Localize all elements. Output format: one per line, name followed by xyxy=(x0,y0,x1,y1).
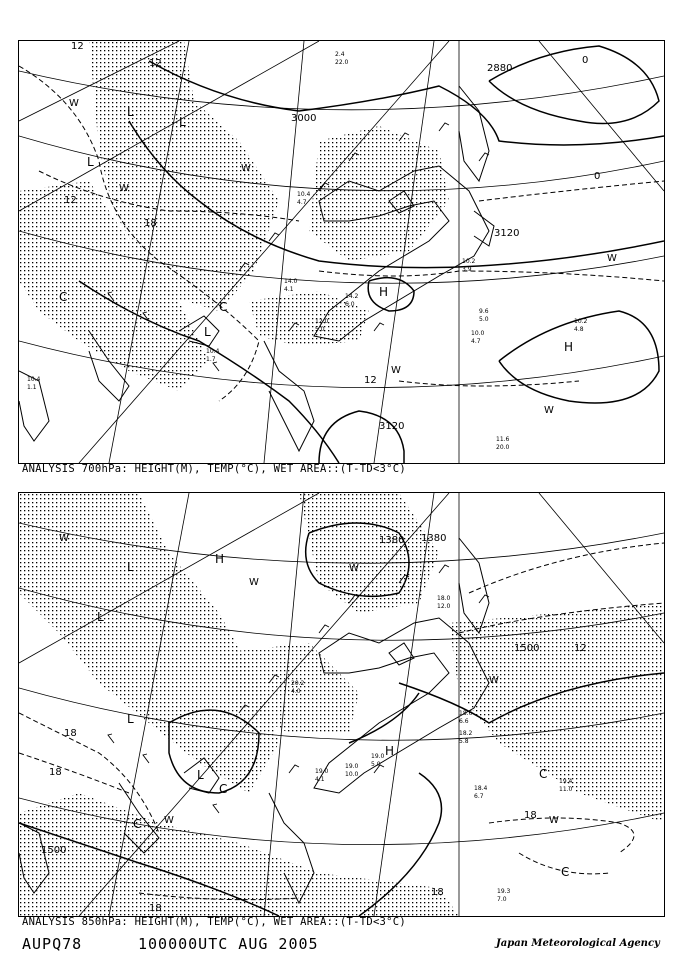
low-center-label: L xyxy=(97,610,104,624)
height-contour-label: 1500 xyxy=(41,845,67,856)
warm-center-label: W xyxy=(241,163,251,174)
station-dewpoint-depression: 6.0 xyxy=(345,301,355,308)
station-dewpoint-depression: 6.6 xyxy=(459,718,469,725)
station-dewpoint-depression: 5.0 xyxy=(315,326,325,333)
station-temp: 10.2 xyxy=(574,318,588,325)
warm-center-label: W xyxy=(607,253,617,264)
map-850hpa xyxy=(19,493,664,916)
warm-center-label: W xyxy=(69,98,79,109)
station-dewpoint-depression: 4.1 xyxy=(315,776,325,783)
station-temp: 10.0 xyxy=(471,330,485,337)
warm-center-label: W xyxy=(59,533,69,544)
height-contour-label: 3120 xyxy=(494,228,520,239)
station-temp: 19.0 xyxy=(371,753,385,760)
station-dewpoint-depression: 5.0 xyxy=(479,316,489,323)
isotherm-label: 18 xyxy=(144,218,157,229)
station-dewpoint-depression: 4.7 xyxy=(297,199,307,206)
isotherm-label: 12 xyxy=(71,41,84,52)
station-temp: 18.2 xyxy=(459,730,473,737)
station-temp: 10.4 xyxy=(206,348,220,355)
isotherm-label: 0 xyxy=(582,55,589,66)
isotherm-label: 12 xyxy=(364,375,377,386)
station-dewpoint-depression: 4.1 xyxy=(284,286,294,293)
warm-center-label: W xyxy=(349,563,359,574)
caption-850hpa: ANALYSIS 850hPa: HEIGHT(M), TEMP(°C), WET AREA::(T-TD<3°C) xyxy=(22,916,407,928)
agency-name: Japan Meteorological Agency xyxy=(496,938,660,949)
station-temp: 2.4 xyxy=(335,51,345,58)
station-dewpoint-depression: 1.7 xyxy=(206,356,216,363)
station-dewpoint-depression: 4.7 xyxy=(471,338,481,345)
station-dewpoint-depression: 5.8 xyxy=(459,738,469,745)
isotherm-label: 12 xyxy=(149,58,162,69)
cold-center-label: C xyxy=(219,300,228,314)
analysis-700hpa-chart xyxy=(18,40,665,464)
station-temp: 18.0 xyxy=(437,595,451,602)
isotherm-label: 18 xyxy=(64,728,77,739)
wet-area-shading xyxy=(19,493,664,916)
station-temp: 9.6 xyxy=(479,308,489,315)
station-temp: 10.4 xyxy=(297,191,311,198)
high-center-label: H xyxy=(215,552,225,566)
station-dewpoint-depression: 4.0 xyxy=(291,688,301,695)
station-dewpoint-depression: 6.7 xyxy=(474,793,484,800)
station-temp: 19.0 xyxy=(345,763,359,770)
station-dewpoint-depression: 1.1 xyxy=(27,384,37,391)
station-dewpoint-depression: 4.8 xyxy=(574,326,584,333)
cold-center-label: C xyxy=(561,865,570,879)
height-contour-label: 1500 xyxy=(514,643,540,654)
wet-area-shading xyxy=(19,41,449,391)
station-dewpoint-depression: 3.9 xyxy=(462,266,472,273)
isotherm-label: 12 xyxy=(574,643,587,654)
warm-center-label: W xyxy=(489,675,499,686)
height-contour-label: 2880 xyxy=(487,63,513,74)
isotherm-label: 18 xyxy=(431,887,444,898)
warm-center-label: W xyxy=(549,815,559,826)
low-center-label: L xyxy=(197,768,204,782)
isotherm-label: 18 xyxy=(524,810,537,821)
warm-center-label: W xyxy=(391,365,401,376)
isotherm-label: 0 xyxy=(594,171,601,182)
isotherm-label: 18 xyxy=(49,767,62,778)
low-center-label: L xyxy=(87,155,94,169)
station-dewpoint-depression: 10.0 xyxy=(345,771,359,778)
cold-center-label: C xyxy=(539,767,548,781)
low-center-label: L xyxy=(127,560,134,574)
isotherm-label: 12 xyxy=(64,195,77,206)
warm-center-label: W xyxy=(119,183,129,194)
warm-center-label: W xyxy=(544,405,554,416)
station-dewpoint-depression: 12.0 xyxy=(437,603,451,610)
low-center-label: L xyxy=(127,105,134,119)
height-contour-label: 3120 xyxy=(379,421,405,432)
low-center-label: L xyxy=(204,325,211,339)
high-center-label: H xyxy=(379,285,389,299)
low-center-label: L xyxy=(179,115,186,129)
high-center-label: H xyxy=(564,340,574,354)
station-temp: 14.0 xyxy=(284,278,298,285)
station-temp: 19.0 xyxy=(315,768,329,775)
station-temp: 18.4 xyxy=(474,785,488,792)
cold-center-label: C xyxy=(59,290,68,304)
station-temp: 11.6 xyxy=(496,436,510,443)
caption-700hpa: ANALYSIS 700hPa: HEIGHT(M), TEMP(°C), WET AREA::(T-TD<3°C) xyxy=(22,463,407,475)
cold-center-label: C xyxy=(133,817,142,831)
station-dewpoint-depression: 7.0 xyxy=(497,896,507,903)
height-contour-label: 1380 xyxy=(421,533,447,544)
height-contour-label: 1380 xyxy=(379,535,405,546)
station-temp: 12.0 xyxy=(315,318,329,325)
high-center-label: H xyxy=(385,744,395,758)
station-temp: 19.3 xyxy=(497,888,511,895)
station-temp: 10.2 xyxy=(462,258,476,265)
valid-time: 100000UTC AUG 2005 xyxy=(138,935,319,953)
warm-center-label: W xyxy=(249,577,259,588)
analysis-850hpa-chart xyxy=(18,492,665,917)
station-dewpoint-depression: 20.0 xyxy=(496,444,510,451)
cold-center-label: C xyxy=(219,782,228,796)
station-temp: 10.4 xyxy=(27,376,41,383)
map-700hpa xyxy=(19,41,664,463)
station-temp: 20.2 xyxy=(291,680,305,687)
station-dewpoint-depression: 5.0 xyxy=(371,761,381,768)
isotherm-label: 18 xyxy=(149,903,162,914)
station-temp: 19.4 xyxy=(559,778,573,785)
low-center-label: L xyxy=(127,712,134,726)
station-dewpoint-depression: 22.0 xyxy=(335,59,349,66)
station-temp: 14.2 xyxy=(345,293,359,300)
height-contour-label: 3000 xyxy=(291,113,317,124)
station-dewpoint-depression: 11.0 xyxy=(559,786,573,793)
product-code: AUPQ78 xyxy=(22,935,83,953)
warm-center-label: W xyxy=(164,815,174,826)
station-temp: 18.6 xyxy=(459,710,473,717)
